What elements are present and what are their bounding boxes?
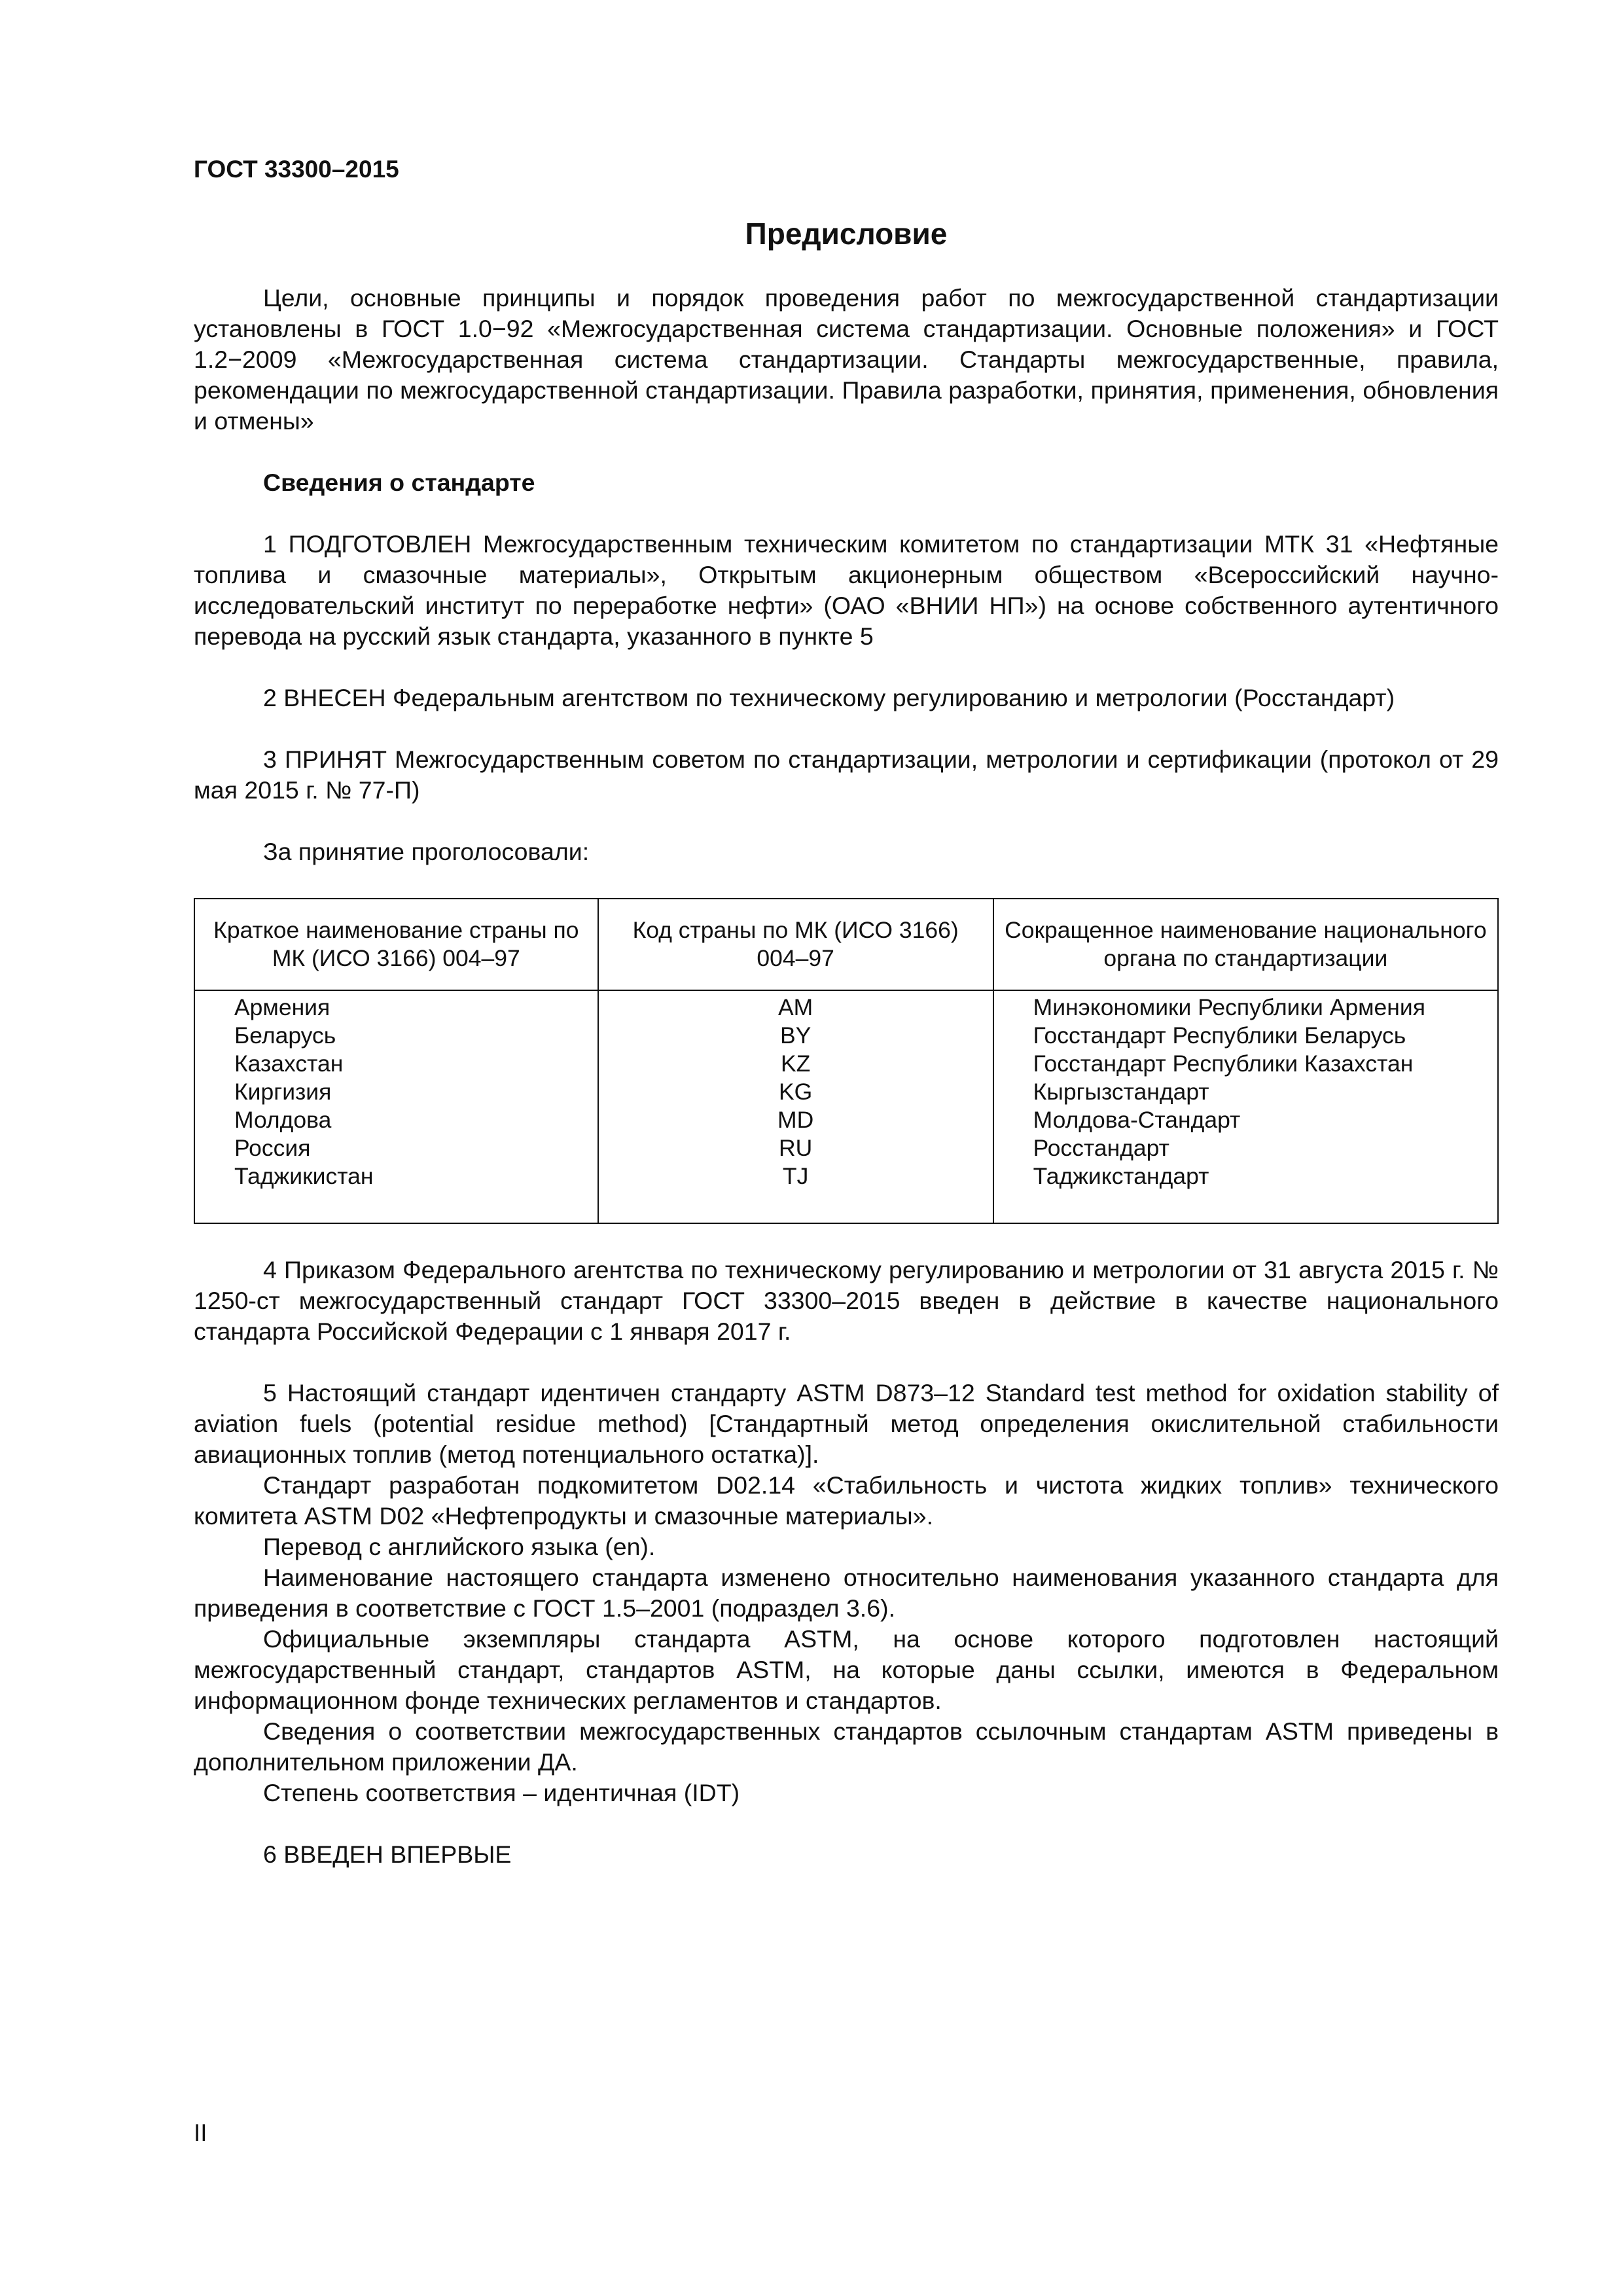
national-body: Госстандарт Республики Беларусь	[1033, 1022, 1406, 1049]
country-code: KZ	[780, 1050, 811, 1077]
item-5-subparagraph: Сведения о соответствии межгосударственных стандартов ссылочным стандартам ASTM приведены в дополнительном приложении ДА.	[194, 1717, 1499, 1776]
voting-intro: За принятие проголосовали:	[263, 838, 590, 865]
header-country-name: Краткое наименование страны по МК (ИСО 3166) 004–97	[194, 899, 598, 990]
page-title: Предисловие	[745, 217, 948, 251]
item-5-paragraph: 5 Настоящий стандарт идентичен стандарту ASTM D873–12 Standard test method for oxidation stability of aviation fuels (potential residue method) [Стандартный метод определения окислительной стабильности авиационных топлив (метод потенциального остатка)].	[194, 1379, 1499, 1468]
national-body: Росстандарт	[1033, 1135, 1169, 1161]
countries-cell	[194, 990, 598, 1223]
country-name: Беларусь	[234, 1022, 336, 1049]
preface-body	[194, 283, 1499, 1870]
item-5-subparagraph: Стандарт разработан подкомитетом D02.14 «Стабильность и чистота жидких топлив» технического комитета ASTM D02 «Нефтепродукты и смазочные материалы».	[194, 1471, 1499, 1530]
voting-table	[194, 898, 1499, 1224]
item-5-subparagraph: Наименование настоящего стандарта изменено относительно наименования указанного стандарта для приведения в соответствие с ГОСТ 1.5–2001 (подраздел 3.6).	[194, 1564, 1499, 1622]
table-header-row	[194, 899, 1498, 990]
country-name: Армения	[234, 994, 330, 1020]
country-code: TJ	[782, 1163, 809, 1189]
country-name: Казахстан	[234, 1050, 344, 1077]
header-national-body: Сокращенное наименование национального органа по стандартизации	[993, 899, 1498, 990]
intro-paragraph: Цели, основные принципы и порядок проведения работ по межгосударственной стандартизации установлены в ГОСТ 1.0−92 «Межгосударственная система стандартизации. Основные положения» и ГОСТ 1.2−2009 «Межгосударственная система стандартизации. Стандарты межгосударственные, правила, рекомендации по межгосударственной стандартизации. Правила разработки, принятия, применения, обновления и отмены»	[194, 284, 1499, 435]
country-code: KG	[778, 1079, 813, 1105]
country-code: RU	[778, 1135, 813, 1161]
item-5-subparagraph: Перевод с английского языка (en).	[263, 1533, 656, 1560]
country-code: AM	[778, 994, 813, 1020]
national-body: Молдова-Стандарт	[1033, 1107, 1241, 1133]
header-country-code: Код страны по МК (ИСО 3166) 004–97	[598, 899, 993, 990]
item-3-paragraph: 3 ПРИНЯТ Межгосударственным советом по стандартизации, метрологии и сертификации (протокол от 29 мая 2015 г. № 77-П)	[194, 745, 1499, 804]
item-6-paragraph: 6 ВВЕДЕН ВПЕРВЫЕ	[263, 1840, 512, 1868]
national-body: Кыргызстандарт	[1033, 1079, 1209, 1105]
country-name: Таджикистан	[234, 1163, 374, 1189]
country-name: Россия	[234, 1135, 311, 1161]
codes-cell	[598, 990, 993, 1223]
national-body: Минэкономики Республики Армения	[1033, 994, 1425, 1020]
page-number: II	[194, 2119, 207, 2146]
national-body: Госстандарт Республики Казахстан	[1033, 1050, 1414, 1077]
bodies-cell	[993, 990, 1498, 1223]
info-heading: Сведения о стандарте	[263, 469, 535, 496]
item-5-subparagraph: Степень соответствия – идентичная (IDT)	[263, 1779, 740, 1806]
document-number: ГОСТ 33300–2015	[194, 156, 399, 183]
country-name: Киргизия	[234, 1079, 332, 1105]
item-1-paragraph: 1 ПОДГОТОВЛЕН Межгосударственным техническим комитетом по стандартизации МТК 31 «Нефтяные топлива и смазочные материалы», Открытым акционерным обществом «Всероссийский научно-исследовательский институт по переработке нефти» (ОАО «ВНИИ НП») на основе собственного аутентичного перевода на русский язык стандарта, указанного в пункте 5	[194, 530, 1499, 650]
item-4-paragraph: 4 Приказом Федерального агентства по техническому регулированию и метрологии от 31 августа 2015 г. № 1250-ст межгосударственный стандарт ГОСТ 33300–2015 введен в действие в качестве национального стандарта Российской Федерации с 1 января 2017 г.	[194, 1256, 1499, 1345]
item-2-paragraph: 2 ВНЕСЕН Федеральным агентством по техническому регулированию и метрологии (Росстандарт)	[263, 684, 1395, 711]
item-5-subparagraph: Официальные экземпляры стандарта ASTM, на основе которого подготовлен настоящий межгосударственный стандарт, стандартов ASTM, на которые даны ссылки, имеются в Федеральном информационном фонде технических регламентов и стандартов.	[194, 1625, 1499, 1714]
country-name: Молдова	[234, 1107, 332, 1133]
country-code: BY	[779, 1022, 812, 1049]
table-row	[194, 990, 1498, 1223]
country-code: MD	[777, 1107, 814, 1133]
national-body: Таджикстандарт	[1033, 1163, 1209, 1189]
